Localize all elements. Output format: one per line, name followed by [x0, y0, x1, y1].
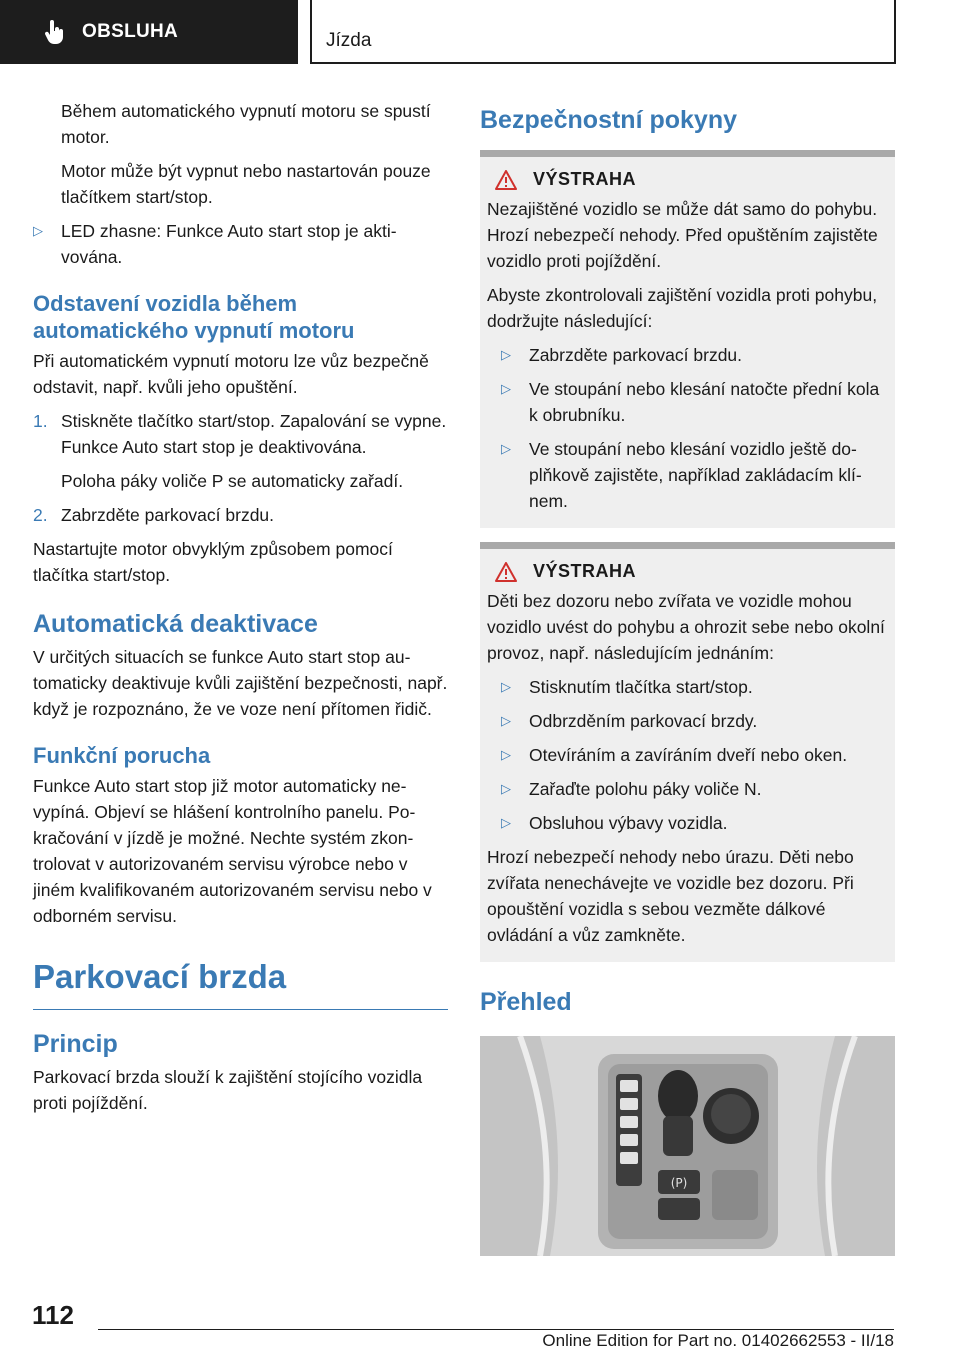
list-item-text: Stisknutím tlačítka start/stop. — [529, 677, 753, 697]
warning-text: Abyste zkontrolovali zajištění vozidla proti pohybu, dodržujte následující: — [487, 285, 878, 331]
warning-header — [487, 169, 888, 190]
list-item-text: Zabrzděte parkovací brzdu. — [529, 345, 743, 365]
warning-title: VÝSTRAHA — [533, 169, 637, 189]
list-item — [487, 342, 888, 368]
paragraph: Během automatického vypnutí motoru se spustí motor. — [61, 101, 431, 147]
triangle-bullet-icon: ▷ — [33, 223, 43, 238]
triangle-bullet-icon: ▷ — [501, 747, 511, 762]
list-item-text: Ve stoupání nebo klesání vozidlo ještě doplňkově zajistěte, například zakládacím klínem. — [529, 439, 862, 511]
warning-header — [487, 561, 888, 582]
header-chapter-label: Jízda — [326, 30, 372, 51]
list-item — [487, 708, 888, 734]
warning-triangle-icon — [495, 562, 517, 582]
paragraph: Funkce Auto start stop již motor automaticky nevypíná. Objeví se hlášení kontrolního panelu. Pokračování v jízdě je možné. Nechte systém zkontrolovat v autorizovaném servisu výrobce nebo v jiném kvalifikovaném autorizovaném servisu nebo v odborném servisu. — [33, 776, 432, 926]
list-item — [487, 742, 888, 768]
header-chapter-box — [310, 0, 896, 64]
svg-text:(P): (P) — [670, 1176, 688, 1190]
right-column — [480, 98, 895, 1261]
step-text: Stiskněte tlačítko start/stop. Zapalování se vypne. Funkce Auto start stop je deaktivována. — [61, 411, 447, 457]
list-item — [487, 436, 888, 514]
paragraph: Nastartujte motor obvyklým způsobem pomocí tlačítka start/stop. — [33, 539, 393, 585]
triangle-bullet-icon: ▷ — [501, 815, 511, 830]
warning-box — [480, 542, 895, 962]
paragraph: V určitých situacích se funkce Auto start stop automaticky deaktivuje kvůli zajištění bezpečnosti, např. když je rozpoznáno, že ve voze není přítomen řidič. — [33, 647, 448, 719]
heading-automaticka-deaktivace: Automatická deaktivace — [33, 610, 318, 638]
left-column — [33, 98, 448, 1124]
footer-divider — [98, 1329, 894, 1330]
heading-bezpecnostni-pokyny: Bezpečnostní pokyny — [480, 106, 737, 134]
warning-box — [480, 150, 895, 528]
page-number: 112 — [32, 1300, 74, 1330]
header-section-tab — [0, 0, 298, 64]
list-item-text: Obsluhou výbavy vozidla. — [529, 813, 728, 833]
triangle-bullet-icon: ▷ — [501, 441, 511, 456]
list-item — [487, 776, 888, 802]
step-number: 1. — [33, 411, 48, 431]
step-item — [33, 408, 448, 460]
list-item-text: Zařaďte polohu páky voliče N. — [529, 779, 762, 799]
warning-text: Nezajištěné vozidlo se může dát samo do pohybu. Hrozí nebezpečí nehody. Před opuštěním zajistěte vozidlo proti pojíždění. — [487, 199, 878, 271]
warning-text: Děti bez dozoru nebo zvířata ve vozidle mohou vozidlo uvést do pohybu a ohrozit sebe nebo okolní provoz, např. následujícím jednáním: — [487, 591, 885, 663]
center-console-illustration — [480, 1036, 895, 1256]
list-item — [33, 218, 448, 270]
paragraph: Parkovací brzda slouží k zajištění stojícího vozidla proti pojíždění. — [33, 1067, 423, 1113]
subheading-funkcni-porucha: Funkční porucha — [33, 743, 211, 768]
triangle-bullet-icon: ▷ — [501, 347, 511, 362]
warning-text: Hrozí nebezpečí nehody nebo úrazu. Děti nebo zvířata nenechávejte ve vozidle bez dozoru. Při opouštění vozidla s sebou vezměte dálkové ovládání a vůz zamkněte. — [487, 847, 854, 945]
subheading-odstaveni: Odstavení vozidla během automatického vypnutí motoru — [33, 291, 355, 343]
list-item-text: Otevíráním a zavíráním dveří nebo oken. — [529, 745, 848, 765]
warning-title: VÝSTRAHA — [533, 561, 637, 581]
list-item — [487, 376, 888, 428]
triangle-bullet-icon: ▷ — [501, 679, 511, 694]
list-item — [487, 674, 888, 700]
paragraph: Motor může být vypnut nebo nastartován pouze tlačítkem start/stop. — [61, 161, 431, 207]
step-number: 2. — [33, 505, 48, 525]
step-note: Poloha páky voliče P se automaticky zařadí. — [61, 471, 404, 491]
footer-edition: Online Edition for Part no. 01402662553 - II/18 — [542, 1331, 894, 1350]
chapter-title-parkovaci-brzda: Parkovací brzda — [33, 957, 448, 1010]
triangle-bullet-icon: ▷ — [501, 781, 511, 796]
step-item — [33, 502, 448, 528]
paragraph: Při automatickém vypnutí motoru lze vůz bezpečně odstavit, např. kvůli jeho opuštění. — [33, 351, 429, 397]
heading-princip: Princip — [33, 1030, 118, 1058]
header-section-label: OBSLUHA — [82, 21, 179, 42]
triangle-bullet-icon: ▷ — [501, 381, 511, 396]
list-item-text: Ve stoupání nebo klesání natočte přední kola k obrubníku. — [529, 379, 880, 425]
list-item — [487, 810, 888, 836]
warning-triangle-icon — [495, 170, 517, 190]
heading-prehled: Přehled — [480, 988, 572, 1016]
hand-pointer-icon — [44, 20, 66, 44]
triangle-bullet-icon: ▷ — [501, 713, 511, 728]
list-item-text: Odbrzděním parkovací brzdy. — [529, 711, 758, 731]
list-item-text: LED zhasne: Funkce Auto start stop je aktivována. — [61, 221, 397, 267]
step-text: Zabrzděte parkovací brzdu. — [61, 505, 275, 525]
